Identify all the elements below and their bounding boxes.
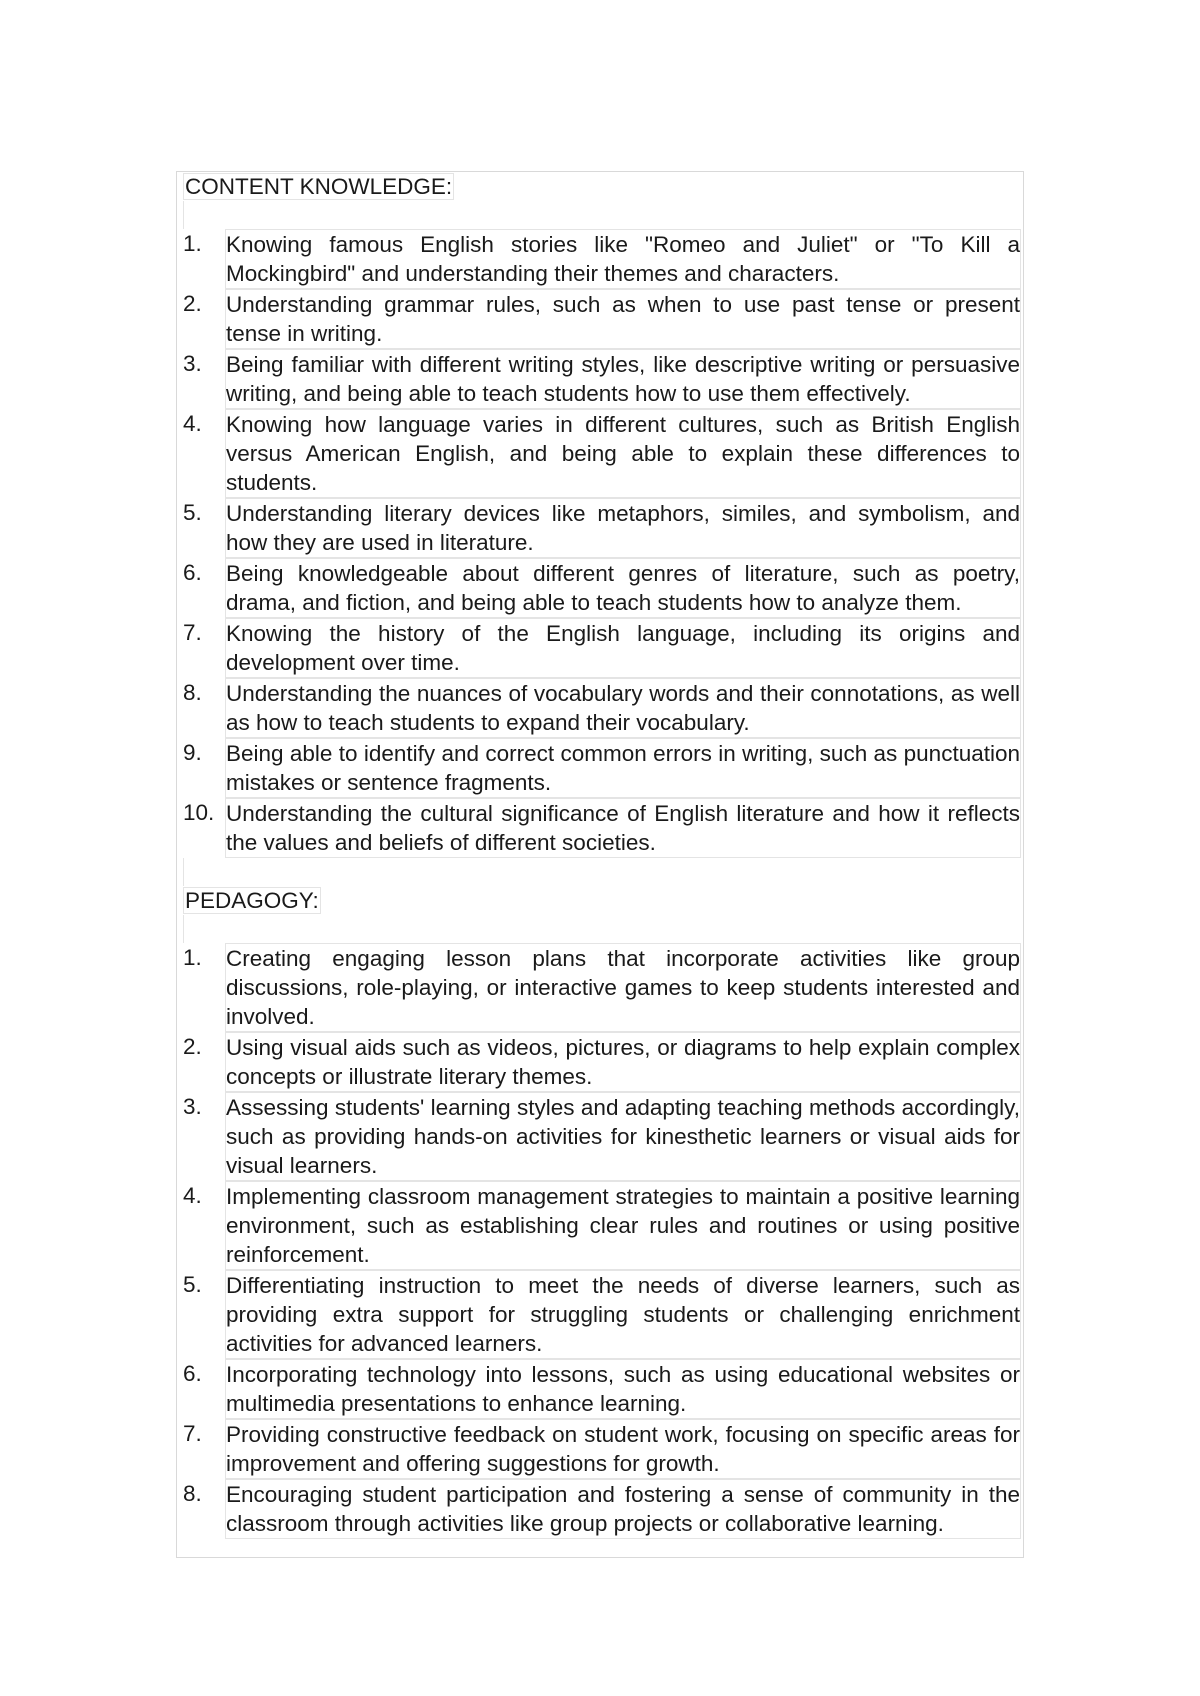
list-item — [183, 289, 1021, 349]
list-item-text: Assessing students' learning styles and adapting teaching methods accordingly, such as providing hands-on activities for kinesthetic learners or visual aids for visual learners. — [225, 1092, 1021, 1181]
list-item-text: Understanding the cultural significance of English literature and how it reflects the values and beliefs of different societies. — [225, 798, 1021, 858]
list-item — [183, 1092, 1021, 1181]
list-item — [183, 1181, 1021, 1270]
list-item-number: 8. — [183, 1481, 202, 1506]
blank-line — [183, 915, 184, 943]
list-item-text: Implementing classroom management strategies to maintain a positive learning environment, such as establishing clear rules and routines or using positive reinforcement. — [225, 1181, 1021, 1270]
section-heading-content-knowledge — [183, 172, 1021, 201]
document-content — [183, 172, 1021, 1539]
list-item-text: Being familiar with different writing styles, like descriptive writing or persuasive writing, and being able to teach students how to use them effectively. — [225, 349, 1021, 409]
list-item-number: 1. — [183, 231, 202, 256]
blank-line — [183, 858, 184, 886]
list-item — [183, 1032, 1021, 1092]
list-item-text: Knowing famous English stories like "Romeo and Juliet" or "To Kill a Mockingbird" and understanding their themes and characters. — [225, 229, 1021, 289]
list-item — [183, 1270, 1021, 1359]
list-item-number: 3. — [183, 1094, 202, 1119]
list-item-text: Understanding grammar rules, such as when to use past tense or present tense in writing. — [225, 289, 1021, 349]
list-item-text: Knowing how language varies in different cultures, such as British English versus American English, and being able to explain these differences to students. — [225, 409, 1021, 498]
list-item-number: 4. — [183, 411, 202, 436]
list-item-number: 5. — [183, 500, 202, 525]
heading-text: CONTENT KNOWLEDGE: — [185, 174, 453, 199]
list-item-text: Encouraging student participation and fostering a sense of community in the classroom through activities like group projects or collaborative learning. — [225, 1479, 1021, 1539]
list-item-text: Differentiating instruction to meet the needs of diverse learners, such as providing extra support for struggling students or challenging enrichment activities for advanced learners. — [225, 1270, 1021, 1359]
list-item — [183, 1419, 1021, 1479]
list-item-number: 10. — [183, 800, 215, 825]
heading-text: PEDAGOGY: — [185, 888, 319, 913]
list-item-text: Using visual aids such as videos, pictures, or diagrams to help explain complex concepts or illustrate literary themes. — [225, 1032, 1021, 1092]
list-item — [183, 618, 1021, 678]
list-item — [183, 678, 1021, 738]
list-item-text: Knowing the history of the English language, including its origins and development over time. — [225, 618, 1021, 678]
list-item — [183, 498, 1021, 558]
list-item-number: 5. — [183, 1272, 202, 1297]
list-item-number: 1. — [183, 945, 202, 970]
list-item — [183, 409, 1021, 498]
list-item-text: Incorporating technology into lessons, such as using educational websites or multimedia presentations to enhance learning. — [225, 1359, 1021, 1419]
list-item — [183, 558, 1021, 618]
list-item — [183, 349, 1021, 409]
list-item-text: Providing constructive feedback on student work, focusing on specific areas for improvement and offering suggestions for growth. — [225, 1419, 1021, 1479]
list-item-number: 2. — [183, 1034, 202, 1059]
list-item-text: Being knowledgeable about different genres of literature, such as poetry, drama, and fiction, and being able to teach students how to analyze them. — [225, 558, 1021, 618]
list-item — [183, 229, 1021, 289]
list-item-text: Understanding literary devices like metaphors, similes, and symbolism, and how they are used in literature. — [225, 498, 1021, 558]
list-item-text: Creating engaging lesson plans that incorporate activities like group discussions, role-playing, or interactive games to keep students interested and involved. — [225, 943, 1021, 1032]
list-item-text: Understanding the nuances of vocabulary words and their connotations, as well as how to teach students to expand their vocabulary. — [225, 678, 1021, 738]
list-item-number: 9. — [183, 740, 202, 765]
section-heading-pedagogy — [183, 886, 1021, 915]
list-item-text: Being able to identify and correct common errors in writing, such as punctuation mistakes or sentence fragments. — [225, 738, 1021, 798]
list-item-number: 2. — [183, 291, 202, 316]
list-item-number: 8. — [183, 680, 202, 705]
list-item-number: 6. — [183, 1361, 202, 1386]
content-knowledge-list — [183, 229, 1021, 858]
list-item-number: 6. — [183, 560, 202, 585]
list-item-number: 3. — [183, 351, 202, 376]
blank-line — [183, 201, 184, 229]
pedagogy-list — [183, 943, 1021, 1539]
list-item — [183, 1479, 1021, 1539]
list-item-number: 7. — [183, 1421, 202, 1446]
list-item-number: 4. — [183, 1183, 202, 1208]
list-item — [183, 1359, 1021, 1419]
list-item — [183, 738, 1021, 798]
list-item-number: 7. — [183, 620, 202, 645]
list-item — [183, 943, 1021, 1032]
list-item — [183, 798, 1021, 858]
